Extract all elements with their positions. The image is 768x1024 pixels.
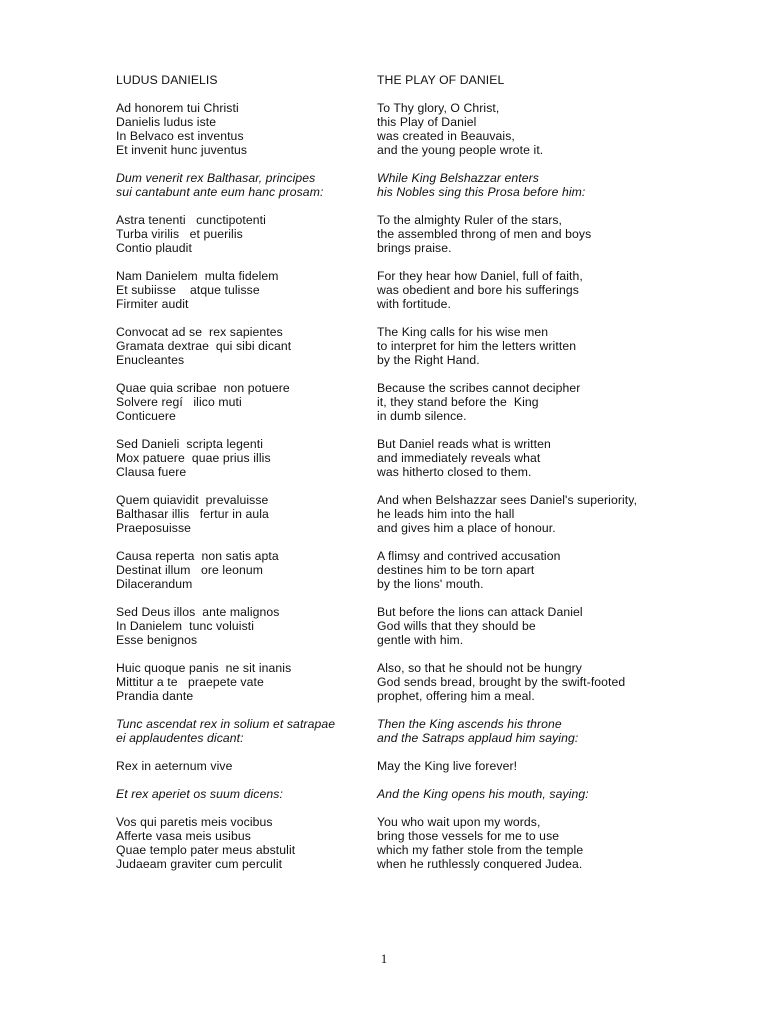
english-line: he leads him into the hall bbox=[377, 507, 515, 521]
latin-line: Contio plaudit bbox=[116, 241, 192, 255]
english-line: Also, so that he should not be hungry bbox=[377, 661, 582, 675]
latin-line: Et invenit hunc juventus bbox=[116, 143, 248, 157]
latin-line: Praeposuisse bbox=[116, 521, 192, 535]
latin-line: Mox patuere quae prius illis bbox=[116, 451, 271, 465]
latin-line: Astra tenenti cunctipotenti bbox=[116, 213, 266, 227]
english-line: To Thy glory, O Christ, bbox=[377, 101, 500, 115]
english-line: The King calls for his wise men bbox=[377, 325, 549, 339]
english-line: with fortitude. bbox=[377, 297, 451, 311]
english-line: by the Right Hand. bbox=[377, 353, 480, 367]
english-line: and the young people wrote it. bbox=[377, 143, 544, 157]
latin-line: Balthasar illis fertur in aula bbox=[116, 507, 269, 521]
english-line: destines him to be torn apart bbox=[377, 563, 535, 577]
english-line: God wills that they should be bbox=[377, 619, 536, 633]
latin-line: Causa reperta non satis apta bbox=[116, 549, 279, 563]
english-line: which my father stole from the temple bbox=[377, 843, 584, 857]
english-line: was hitherto closed to them. bbox=[377, 465, 532, 479]
english-line: gentle with him. bbox=[377, 633, 464, 647]
latin-line: Firmiter audit bbox=[116, 297, 189, 311]
english-line: prophet, offering him a meal. bbox=[377, 689, 535, 703]
latin-line: Solvere regí ilico muti bbox=[116, 395, 242, 409]
english-line: this Play of Daniel bbox=[377, 115, 477, 129]
english-line: and immediately reveals what bbox=[377, 451, 541, 465]
english-line: to interpret for him the letters written bbox=[377, 339, 577, 353]
english-line: and gives him a place of honour. bbox=[377, 521, 556, 535]
latin-line: Esse benignos bbox=[116, 633, 198, 647]
latin-line: Quem quiavidit prevaluisse bbox=[116, 493, 269, 507]
latin-line: Clausa fuere bbox=[116, 465, 187, 479]
english-title: THE PLAY OF DANIEL bbox=[377, 73, 505, 87]
latin-line: Et rex aperiet os suum dicens: bbox=[116, 787, 283, 801]
latin-line: Sed Danieli scripta legenti bbox=[116, 437, 264, 451]
english-line: was created in Beauvais, bbox=[377, 129, 515, 143]
english-line: You who wait upon my words, bbox=[377, 815, 541, 829]
latin-line: Dilacerandum bbox=[116, 577, 193, 591]
latin-line: Destinat illum ore leonum bbox=[116, 563, 263, 577]
latin-line: Sed Deus illos ante malignos bbox=[116, 605, 280, 619]
english-line: A flimsy and contrived accusation bbox=[377, 549, 561, 563]
latin-line: Tunc ascendat rex in solium et satrapae bbox=[116, 717, 336, 731]
english-line: For they hear how Daniel, full of faith, bbox=[377, 269, 583, 283]
english-line: when he ruthlessly conquered Judea. bbox=[377, 857, 583, 871]
page-number: 1 bbox=[380, 951, 388, 966]
english-line: in dumb silence. bbox=[377, 409, 467, 423]
latin-line: Judaeam graviter cum perculit bbox=[116, 857, 283, 871]
english-line: God sends bread, brought by the swift-footed bbox=[377, 675, 626, 689]
english-line: it, they stand before the King bbox=[377, 395, 539, 409]
english-line: While King Belshazzar enters bbox=[377, 171, 539, 185]
english-line: Because the scribes cannot decipher bbox=[377, 381, 581, 395]
english-line: by the lions' mouth. bbox=[377, 577, 484, 591]
english-line: his Nobles sing this Prosa before him: bbox=[377, 185, 586, 199]
latin-line: In Danielem tunc voluisti bbox=[116, 619, 255, 633]
english-line: And when Belshazzar sees Daniel's superiority, bbox=[377, 493, 638, 507]
latin-line: Turba virilis et puerilis bbox=[116, 227, 243, 241]
latin-line: Afferte vasa meis usibus bbox=[116, 829, 251, 843]
english-line: brings praise. bbox=[377, 241, 452, 255]
latin-line: Ad honorem tui Christi bbox=[116, 101, 239, 115]
latin-line: Dum venerit rex Balthasar, principes bbox=[116, 171, 316, 185]
english-line: the assembled throng of men and boys bbox=[377, 227, 592, 241]
latin-line: Danielis ludus iste bbox=[116, 115, 217, 129]
latin-line: Enucleantes bbox=[116, 353, 185, 367]
latin-line: In Belvaco est inventus bbox=[116, 129, 244, 143]
english-line: May the King live forever! bbox=[377, 759, 518, 773]
english-line: was obedient and bore his sufferings bbox=[377, 283, 579, 297]
english-line: and the Satraps applaud him saying: bbox=[377, 731, 579, 745]
latin-line: Et subiisse atque tulisse bbox=[116, 283, 260, 297]
latin-line: Huic quoque panis ne sit inanis bbox=[116, 661, 292, 675]
english-line: But Daniel reads what is written bbox=[377, 437, 551, 451]
latin-line: Gramata dextrae qui sibi dicant bbox=[116, 339, 292, 353]
latin-line: Vos qui paretis meis vocibus bbox=[116, 815, 273, 829]
latin-line: Mittitur a te praepete vate bbox=[116, 675, 264, 689]
latin-line: Rex in aeternum vive bbox=[116, 759, 233, 773]
english-line: To the almighty Ruler of the stars, bbox=[377, 213, 563, 227]
latin-line: Quae quia scribae non potuere bbox=[116, 381, 290, 395]
english-line: But before the lions can attack Daniel bbox=[377, 605, 583, 619]
latin-line: Nam Danielem multa fidelem bbox=[116, 269, 279, 283]
latin-line: ei applaudentes dicant: bbox=[116, 731, 244, 745]
latin-line: Conticuere bbox=[116, 409, 176, 423]
english-line: bring those vessels for me to use bbox=[377, 829, 560, 843]
latin-line: sui cantabunt ante eum hanc prosam: bbox=[116, 185, 324, 199]
latin-title: LUDUS DANIELIS bbox=[116, 73, 218, 87]
latin-line: Convocat ad se rex sapientes bbox=[116, 325, 283, 339]
latin-line: Prandia dante bbox=[116, 689, 194, 703]
latin-line: Quae templo pater meus abstulit bbox=[116, 843, 296, 857]
english-line: Then the King ascends his throne bbox=[377, 717, 562, 731]
english-line: And the King opens his mouth, saying: bbox=[377, 787, 589, 801]
